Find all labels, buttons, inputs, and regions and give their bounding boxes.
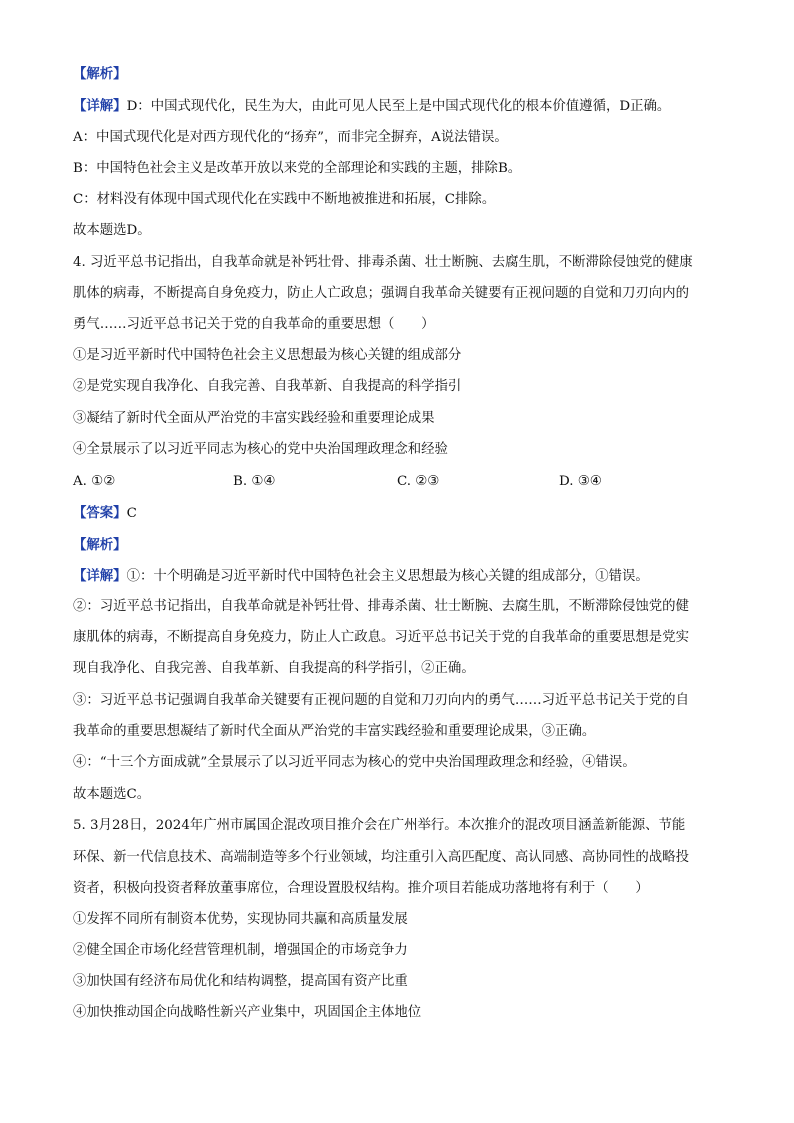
q4-detail-line: 我革命的重要思想凝结了新时代全面从严治党的丰富实践经验和重要理论成果，③正确。 — [73, 724, 596, 739]
q4-detail-line: 现自我净化、自我完善、自我革新、自我提高的科学指引，②正确。 — [73, 661, 475, 676]
detail-tag: 【详解】 — [73, 568, 127, 584]
q5-stem-line: 环保、新一代信息技术、高端制造等多个行业领域，均注重引入高匹配度、高认同感、高协同性的战略投 — [73, 850, 689, 865]
q4-detail-line: ②：习近平总书记指出，自我革命就是补钙壮骨、排毒杀菌、壮士断腕、去腐生肌，不断滞除侵蚀党的健 — [73, 599, 689, 614]
option-b-explanation: B：中国特色社会主义是改革开放以来党的全部理论和实践的主题，排除B。 — [73, 161, 522, 176]
q4-option-b: B. ①④ — [233, 474, 276, 489]
q5-statement-1: ①发挥不同所有制资本优势，实现协同共赢和高质量发展 — [73, 912, 408, 927]
q4-detail-line: ③：习近平总书记强调自我革命关键要有正视问题的自觉和刀刃向内的勇气……习近平总书记关于党的自 — [73, 693, 689, 708]
option-a-explanation: A：中国式现代化是对西方现代化的“扬弃”，而非完全摒弃，A说法错误。 — [73, 130, 508, 145]
q4-statement-1: ①是习近平新时代中国特色社会主义思想最为核心关键的组成部分 — [73, 348, 462, 363]
option-c-explanation: C：材料没有体现中国式现代化在实践中不断地被推进和拓展，C排除。 — [73, 192, 496, 207]
q4-option-c: C. ②③ — [397, 474, 440, 489]
q4-answer — [73, 503, 733, 524]
q4-stem-line: 4. 习近平总书记指出，自我革命就是补钙壮骨、排毒杀菌、壮士断腕、去腐生肌，不断滞除侵蚀党的健康 — [73, 255, 693, 270]
q4-option-d: D. ③④ — [559, 474, 602, 489]
analysis-heading: 【解析】 — [73, 66, 127, 82]
detail-text: ①：十个明确是习近平新时代中国特色社会主义思想最为核心关键的组成部分，①错误。 — [126, 569, 649, 584]
q4-stem-line: 肌体的病毒，不断提高自身免疫力，防止人亡政息；强调自我革命关键要有正视问题的自觉和刀刃向内的 — [73, 286, 689, 301]
q4-statement-4: ④全景展示了以习近平同志为核心的党中央治国理政理念和经验 — [73, 442, 448, 457]
q4-detail-line: 康肌体的病毒，不断提高自身免疫力，防止人亡政息。习近平总书记关于党的自我革命的重要思想是党实 — [73, 630, 689, 645]
detail-paragraph — [73, 96, 733, 117]
q5-statement-4: ④加快推动国企向战略性新兴产业集中，巩固国企主体地位 — [73, 1005, 422, 1020]
q5-statement-2: ②健全国企市场化经营管理机制，增强国企的市场竞争力 — [73, 943, 408, 958]
q4-option-a: A. ①② — [73, 474, 116, 489]
q5-stem-line: 资者，积极向投资者释放董事席位，合理设置股权结构。推介项目若能成功落地将有利于（ ） — [73, 881, 649, 896]
q4-statement-2: ②是党实现自我净化、自我完善、自我革新、自我提高的科学指引 — [73, 379, 462, 394]
q4-stem-line: 勇气……习近平总书记关于党的自我革命的重要思想（ ） — [73, 317, 435, 332]
detail-paragraph — [73, 566, 733, 587]
q4-detail-line: ④：“十三个方面成就”全景展示了以习近平同志为核心的党中央治国理政理念和经验，④错误。 — [73, 755, 636, 770]
answer-value: C — [126, 506, 137, 521]
conclusion-text: 故本题选D。 — [73, 223, 151, 238]
detail-tag: 【详解】 — [73, 98, 127, 114]
analysis-heading: 【解析】 — [73, 537, 127, 553]
q4-statement-3: ③凝结了新时代全面从严治党的丰富实践经验和重要理论成果 — [73, 411, 435, 426]
q5-stem-line: 5. 3月28日，2024年广州市属国企混改项目推介会在广州举行。本次推介的混改项目涵盖新能源、节能 — [73, 818, 686, 833]
answer-tag: 【答案】 — [73, 505, 127, 521]
q5-statement-3: ③加快国有经济布局优化和结构调整，提高国有资产比重 — [73, 974, 408, 989]
detail-text: D：中国式现代化，民生为大，由此可见人民至上是中国式现代化的根本价值遵循，D正确。 — [126, 99, 671, 114]
q4-conclusion: 故本题选C。 — [73, 787, 151, 802]
